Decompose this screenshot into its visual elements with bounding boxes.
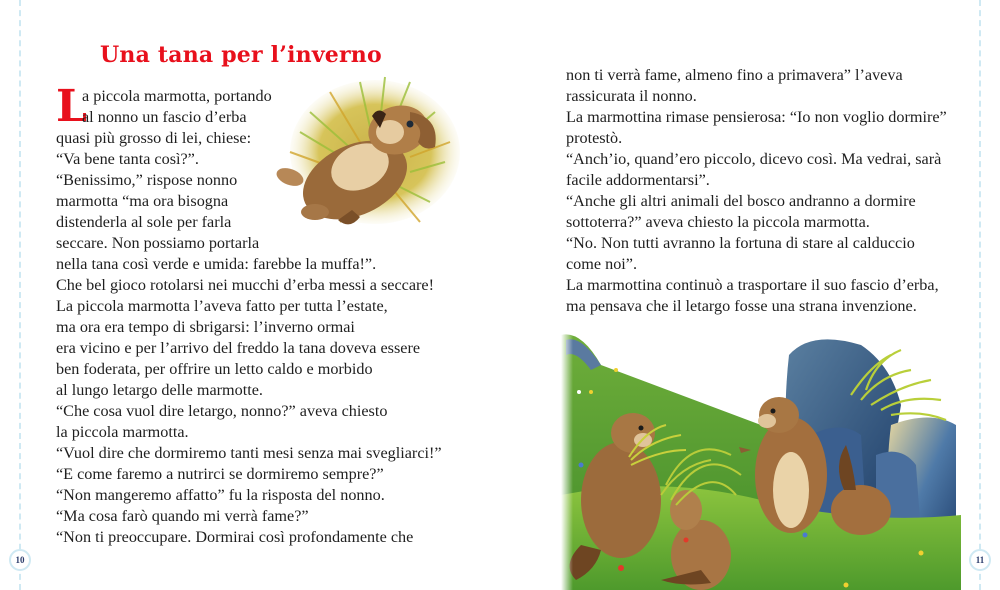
- text-line: protestò.: [566, 129, 623, 147]
- page-number-left: 10: [9, 549, 31, 571]
- text-line: “Anche gli altri animali del bosco andranno a dormire: [566, 192, 916, 210]
- right-page-text: [566, 65, 966, 317]
- text-line: rassicurata il nonno.: [566, 87, 697, 105]
- text-line: “Che cosa vuol dire letargo, nonno?” aveva chiesto: [56, 402, 388, 420]
- text-line: “Va bene tanta così?”.: [56, 150, 199, 168]
- text-line: quasi più grosso di lei, chiese:: [56, 129, 252, 147]
- text-line: “Anch’io, quand’ero piccolo, dicevo così. Ma vedrai, sarà: [566, 150, 942, 168]
- page-number-right: 11: [969, 549, 991, 571]
- text-line: sottoterra?” aveva chiesto la piccola marmotta.: [566, 213, 870, 231]
- right-margin-guide: [979, 0, 981, 590]
- text-line: ma ora era tempo di sbrigarsi: l’inverno ormai: [56, 318, 355, 336]
- marmots-carrying-grass-illustration: [561, 325, 961, 590]
- text-line: “Ma cosa farò quando mi verrà fame?”: [56, 507, 309, 525]
- text-line: a piccola marmotta, portando: [82, 87, 272, 105]
- text-line: era vicino e per l’arrivo del freddo la tana doveva essere: [56, 339, 421, 357]
- text-line: “Vuol dire che dormiremo tanti mesi senza mai svegliarci!”: [56, 444, 442, 462]
- text-line: distenderla al sole per farla: [56, 213, 232, 231]
- text-line: “No. Non tutti avranno la fortuna di stare al calduccio: [566, 234, 915, 252]
- text-line: come noi”.: [566, 255, 638, 273]
- drop-cap: L: [56, 81, 87, 132]
- text-line: La piccola marmotta l’aveva fatto per tutta l’estate,: [56, 297, 388, 315]
- text-line: Che bel gioco rotolarsi nei mucchi d’erba messi a seccare!: [56, 276, 435, 294]
- marmot-lying-in-grass-illustration: [260, 72, 460, 232]
- text-line: nella tana così verde e umida: farebbe la muffa!”.: [56, 255, 377, 273]
- text-line: seccare. Non possiamo portarla: [56, 234, 260, 252]
- text-line: La marmottina continuò a trasportare il suo fascio d’erba,: [566, 276, 939, 294]
- text-line: “Non mangeremo affatto” fu la risposta del nonno.: [56, 486, 385, 504]
- text-line: ma pensava che il letargo fosse una strana invenzione.: [566, 297, 917, 315]
- text-line: ben foderata, per offrire un letto caldo e morbido: [56, 360, 373, 378]
- left-margin-guide: [19, 0, 21, 590]
- text-line: marmotta “ma ora bisogna: [56, 192, 229, 210]
- text-line: “Benissimo,” rispose nonno: [56, 171, 238, 189]
- text-line: “Non ti preoccupare. Dormirai così profondamente che: [56, 528, 414, 546]
- text-line: facile addormentarsi”.: [566, 171, 710, 189]
- page-title: Una tana per l’inverno: [100, 42, 382, 68]
- text-line: La marmottina rimase pensierosa: “Io non voglio dormire”: [566, 108, 947, 126]
- text-line: non ti verrà fame, almeno fino a primavera” l’aveva: [566, 66, 903, 84]
- text-line: la piccola marmotta.: [56, 423, 189, 441]
- text-line: “E come faremo a nutrirci se dormiremo sempre?”: [56, 465, 384, 483]
- text-line: al nonno un fascio d’erba: [82, 108, 247, 126]
- text-line: al lungo letargo delle marmotte.: [56, 381, 263, 399]
